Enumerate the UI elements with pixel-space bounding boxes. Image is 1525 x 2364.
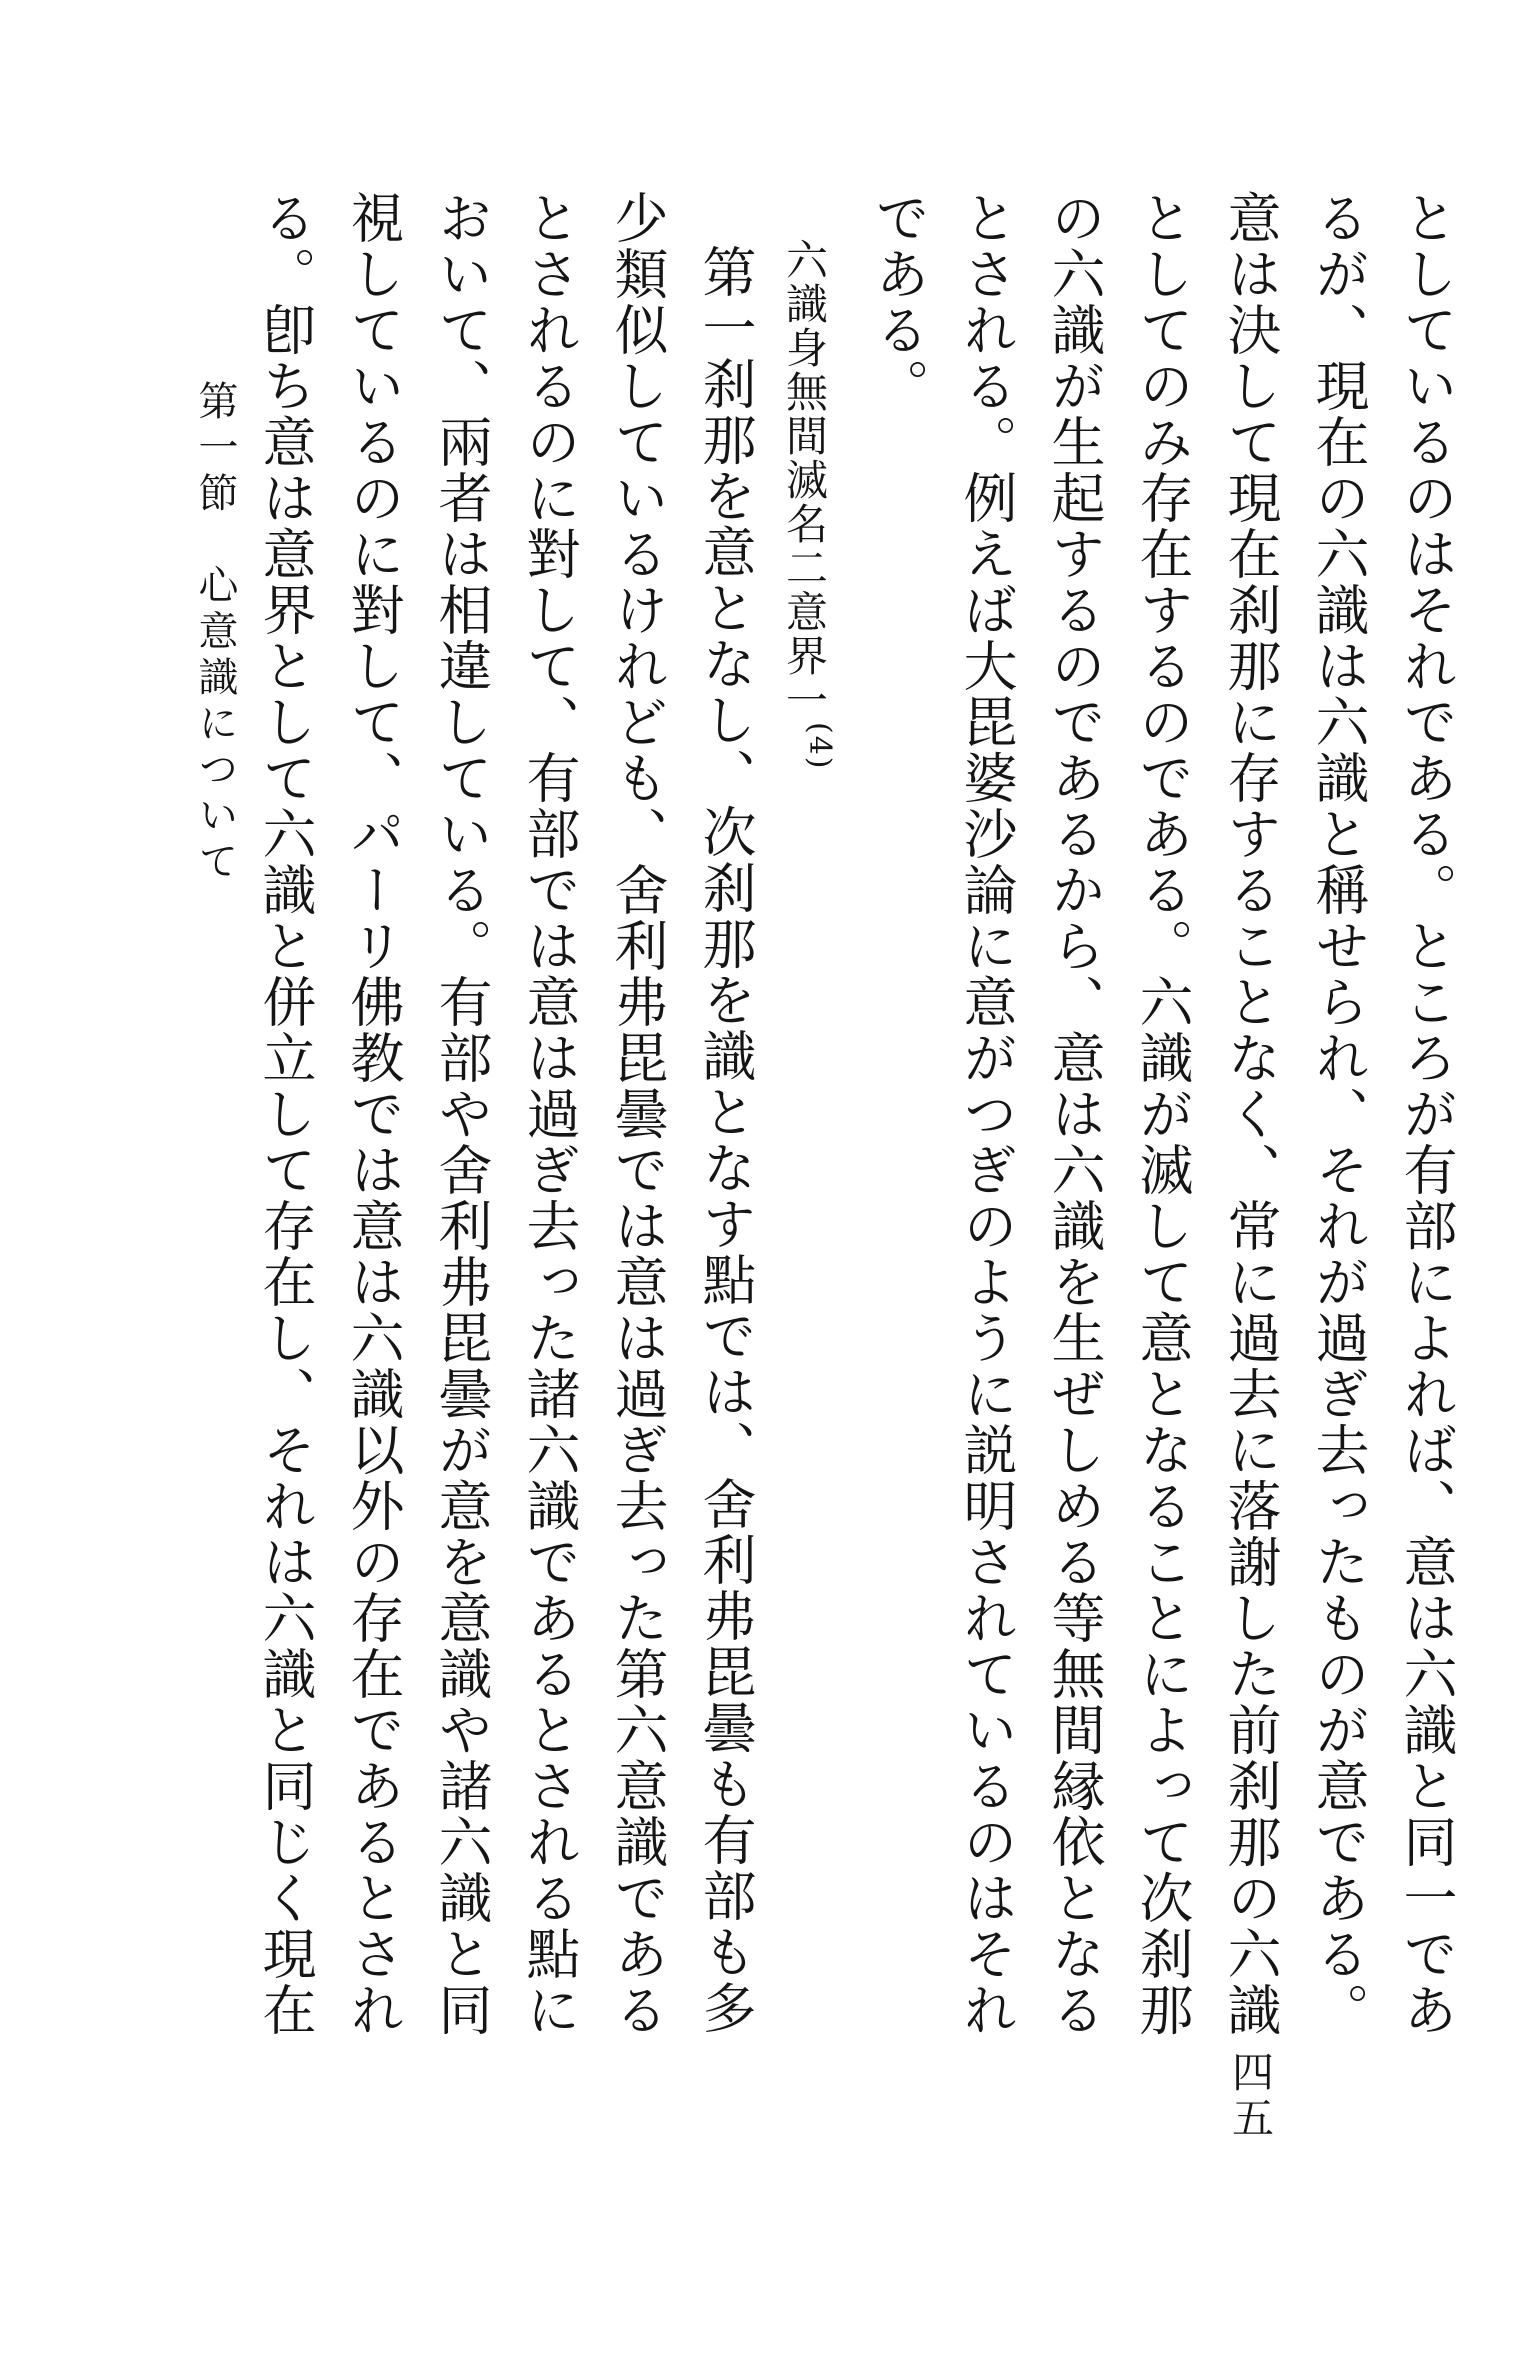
quote-text: 六識身無間滅名二意界一 <box>780 238 829 722</box>
page-number: 四五 <box>1226 2050 1275 2142</box>
quote-citation: (4) <box>802 722 837 771</box>
paragraph-2: 第一刹那を意となし、次刹那を識となす點では、舍利弗毘曇も有部も多少類似しているけれども、舍利弗毘曇では意は過ぎ去った第六意識であるとされるのに對して、有部では意は過ぎ去った諸六識であるとされる點において、兩者は相違している。有部や舍利弗毘曇が意を意識や諸六識と同視しているのに對して、パーリ佛教では意は六識以外の存在であるとされる。卽ち意は意界として六識と併立して存在し、それは六識と同じく現在 <box>254 190 757 2038</box>
body-text <box>240 190 1470 2070</box>
paragraph-1: としているのはそれである。ところが有部によれば、意は六識と同一であるが、現在の六識は六識と稱せられ、それが過ぎ去ったものが意である。意は決して現在刹那に存することなく、常に過去に落謝した前刹那の六識としてのみ存在するのである。六識が滅して意となることによって次刹那の六識が生起するのであるから、意は六識を生ぜしめる等無間縁依となるとされる。例えば大毘婆沙論に意がつぎのように説明されているのはそれである。 <box>867 190 1458 2038</box>
block-quote <box>769 190 854 2070</box>
running-footer: 第一節 心意識について <box>192 380 238 886</box>
